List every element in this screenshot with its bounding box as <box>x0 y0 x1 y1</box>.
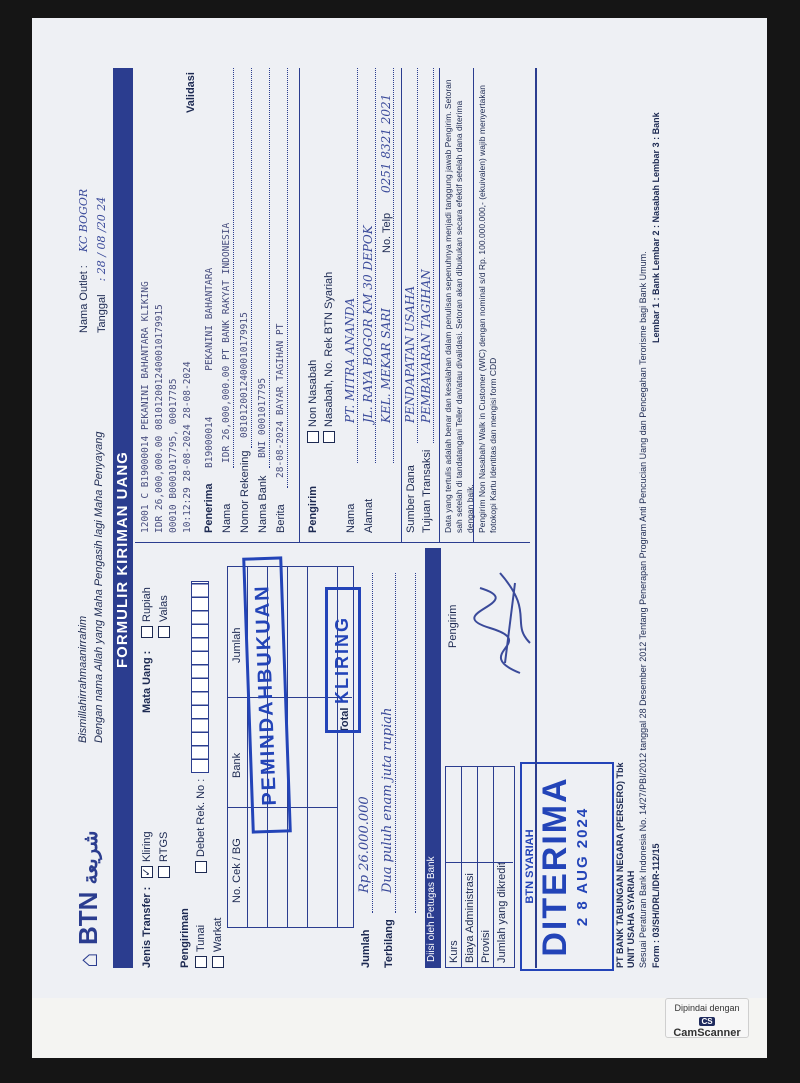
kliring-checkbox[interactable]: ✓ <box>141 867 154 877</box>
total-label: Total <box>339 707 351 733</box>
terbilang-value: Dua puluh enam juta rupiah <box>380 707 395 893</box>
valas-checkbox[interactable] <box>158 626 170 638</box>
camscanner-icon: CS <box>701 1017 713 1026</box>
alamat-line-2 <box>393 68 394 463</box>
warkat-checkbox[interactable] <box>212 956 224 968</box>
stamp-kliring-text: KLIRING <box>332 616 352 704</box>
scanner-caption: Dipindai dengan <box>674 1003 740 1013</box>
valas-option[interactable] <box>158 595 170 638</box>
footer-regulation: Sesuai Peraturan Bank Indonesia No. 14/27/PBI/2012 tanggal 28 Desember 2012 Tentang Penerapan Program Anti Pencucian Uang dan Pencegahan Terorisme bagi Bank Umum. <box>638 251 648 968</box>
printed-line-1: 12001 C B19000014 PEKANINI BAHANTARA KLIKING <box>140 281 151 533</box>
bismillah-meaning: Dengan nama Allah yang Maha Pengasih lagi Maha Penyayang <box>93 431 105 743</box>
penerima-name: PEKANINI BAHANTARA <box>204 267 215 371</box>
fee-line-3 <box>493 766 494 968</box>
printed-line-3: 00010 B0001017795, 00017785 <box>168 378 179 533</box>
non-nasabah-checkbox[interactable] <box>307 431 319 443</box>
debet-account-boxes[interactable] <box>191 581 209 773</box>
printed-validation <box>139 281 195 533</box>
jumlah-dikredit-label: Jumlah yang dikredit <box>496 862 508 963</box>
kurs-label: Kurs <box>448 940 460 963</box>
tunai-label: Tunai <box>195 924 207 952</box>
sumber-dana-line <box>417 68 418 443</box>
valas-label: Valas <box>158 595 170 622</box>
tunai-option[interactable] <box>195 925 207 968</box>
pengirim-label: Pengirim <box>307 485 319 533</box>
sumber-dana-label: Sumber Dana <box>405 465 417 533</box>
alamat-label: Alamat <box>363 498 375 533</box>
penerima-printed <box>204 268 215 468</box>
rupiah-label: Rupiah <box>141 587 153 622</box>
jumlah-label: Jumlah <box>360 929 372 968</box>
debet-option[interactable] <box>195 779 207 873</box>
rekening-value: 0810120012400010179915 <box>239 312 250 438</box>
brand-text: BTN <box>73 891 103 946</box>
brand-arabic: شريعة <box>80 830 102 885</box>
declaration-divider <box>439 68 440 543</box>
biaya-label: Biaya Administrasi <box>464 873 476 963</box>
nama-bank-label: Nama Bank <box>257 475 269 533</box>
pengirim-divider <box>299 68 300 543</box>
penerima-code: B19000014 <box>204 416 215 468</box>
validasi-label: Validasi <box>185 72 197 113</box>
fee-line-1 <box>461 766 462 968</box>
berita-label: Berita <box>275 504 287 533</box>
declaration-text: Data yang tertulis adalah benar dan kesalahan dalam penulisan sepenuhnya menjadi tanggung jawab Pengirim. Setoran sah setelah di tandatangani Teller dan/atau divalidasi. Setoran akan dibukukan secara efektif setelah dana diterima dengan baik. <box>443 79 475 533</box>
tunai-checkbox[interactable] <box>195 956 207 968</box>
outlet-label: Nama Outlet : <box>78 265 90 333</box>
penerima-label: Penerima <box>203 483 215 533</box>
alamat-line-1 <box>375 68 376 463</box>
stamp-date: 2 8 AUG 2024 <box>574 806 591 927</box>
title-bar <box>113 68 133 968</box>
form-paper <box>32 18 767 998</box>
terbilang-line-2 <box>415 573 416 913</box>
printed-line-4: 10:12:29 28-08-2024 28-08-2024 <box>182 361 193 533</box>
nasabah-label: Nasabah, No. Rek BTN Syariah <box>323 271 335 427</box>
stamp-diterima-text: DITERIMA <box>536 776 574 957</box>
kliring-label: Kliring <box>141 831 153 862</box>
footer-divider <box>535 68 537 968</box>
scanner-app-name: CamScanner <box>673 1027 741 1039</box>
jumlah-line <box>372 573 373 913</box>
pengirim-nama-label: Nama <box>345 503 357 533</box>
rekening-line <box>251 68 252 448</box>
pengirim-signature-label: Pengirim <box>447 604 459 648</box>
alamat-value-2: KEL. MEKAR SARI <box>379 307 393 423</box>
petugas-label: Diisi oleh Petugas Bank <box>426 856 437 962</box>
terbilang-line-1 <box>395 573 396 913</box>
fee-col-line <box>445 862 513 863</box>
nama-label: Nama <box>221 503 233 533</box>
non-nasabah-label: Non Nasabah <box>307 359 319 427</box>
pengiriman-label: Pengiriman <box>179 908 191 968</box>
rtgs-label: RTGS <box>158 831 170 862</box>
footer-lembar: Lembar 1 : Bank Lembar 2 : Nasabah Lembar 3 : Bank <box>651 112 661 343</box>
form-title: FORMULIR KIRIMAN UANG <box>114 451 131 668</box>
note-divider <box>473 68 474 543</box>
no-telp-label: No. Telp <box>381 212 393 253</box>
nama-line <box>233 68 234 468</box>
section-divider <box>135 542 530 543</box>
pengirim-nama-value: PT. MITRA ANANDA <box>343 297 357 423</box>
stamp-pemindahbukuan-text: PEMINDAHBUKUAN <box>251 584 281 807</box>
sumber-dana-value: PENDAPATAN USAHA <box>403 285 417 423</box>
rupiah-option[interactable] <box>141 587 153 638</box>
alamat-value: JL. RAYA BOGOR KM 30 DEPOK <box>361 225 375 423</box>
rupiah-checkbox[interactable] <box>141 626 153 638</box>
btn-logo <box>73 831 104 968</box>
col-jumlah: Jumlah <box>231 627 243 663</box>
petugas-bar <box>425 548 441 968</box>
stamp-bank-name: BTN SYARIAH <box>524 829 536 904</box>
rtgs-checkbox[interactable] <box>158 866 170 878</box>
no-telp-value: 0251 8321 2021 <box>379 93 393 193</box>
scanner-app <box>666 1015 748 1039</box>
sumber-divider <box>401 68 402 543</box>
debet-checkbox[interactable] <box>195 861 207 873</box>
rekening-label: Nomor Rekening <box>239 450 251 533</box>
footer-company: PT BANK TABUNGAN NEGARA (PERSERO) Tbk <box>615 762 625 968</box>
non-nasabah-option[interactable] <box>307 360 319 443</box>
debet-label: Debet Rek. No : <box>195 778 207 857</box>
footer-company-2: UNIT USAHA SYARIAH <box>626 870 636 968</box>
tanggal-field <box>95 197 108 333</box>
tujuan-transaksi-value: PEMBAYARAN TAGIHAN <box>419 269 433 423</box>
logo-icon: ⌂ <box>73 952 103 968</box>
warkat-label: Warkat <box>212 917 224 952</box>
berita-value: 28-08-2024 BAYAR TAGIHAN PT <box>275 323 286 478</box>
nasabah-checkbox[interactable] <box>323 431 335 443</box>
rotated-form <box>65 53 705 983</box>
scanned-page <box>32 18 767 1058</box>
nasabah-option[interactable] <box>323 272 335 443</box>
tanggal-label: Tanggal <box>96 294 108 333</box>
bismillah: Bismillahirrahmaanirrahim <box>77 615 89 743</box>
outlet-value: KC BOGOR <box>77 188 90 253</box>
kliring-option[interactable] <box>141 831 153 878</box>
outlet-field <box>77 189 90 333</box>
printed-line-2: IDR 26,000,000.00 0810120012400010179915 <box>154 304 165 533</box>
terbilang-label: Terbilang <box>383 919 395 968</box>
warkat-option[interactable] <box>212 918 224 968</box>
nama-bank-line <box>269 68 270 468</box>
nama-bank-value: BNI 0001017795 <box>257 377 268 458</box>
table-row-line-3 <box>307 566 308 928</box>
mata-uang-label: Mata Uang : <box>141 650 153 713</box>
non-nasabah-note: Pengirim Non Nasabah/ Walk in Customer (WIC) dengan nominal s/d Rp. 100.000.000,- (ekuivalen) wajib menyertakan fotokopi Kartu Identitas dan mengisi form CDD <box>477 84 498 533</box>
camscanner-watermark <box>665 998 749 1038</box>
col-no-cek: No. Cek / BG <box>231 838 243 903</box>
pengirim-nama-line <box>357 68 358 463</box>
col-bank: Bank <box>231 752 243 778</box>
footer-form-code: Form : 03/SH/DRL/IDR-112/15 <box>651 843 661 968</box>
fee-line-2 <box>477 766 478 968</box>
jumlah-value: Rp 26.000.000 <box>357 796 372 893</box>
tanggal-value: : 28 / 08 /20 24 <box>95 196 108 282</box>
rtgs-option[interactable] <box>158 832 170 878</box>
berita-line <box>287 68 288 488</box>
pengirim-signature <box>460 563 545 683</box>
tujuan-transaksi-line <box>433 68 434 443</box>
jenis-transfer-label: Jenis Transfer : <box>141 886 153 968</box>
tujuan-transaksi-label: Tujuan Transaksi <box>421 449 433 533</box>
provisi-label: Provisi <box>480 929 492 963</box>
kliring-stamp <box>325 587 361 733</box>
nama-value: IDR 26,000,000.00 PT BANK RAKYAT INDONESIA <box>221 222 232 463</box>
